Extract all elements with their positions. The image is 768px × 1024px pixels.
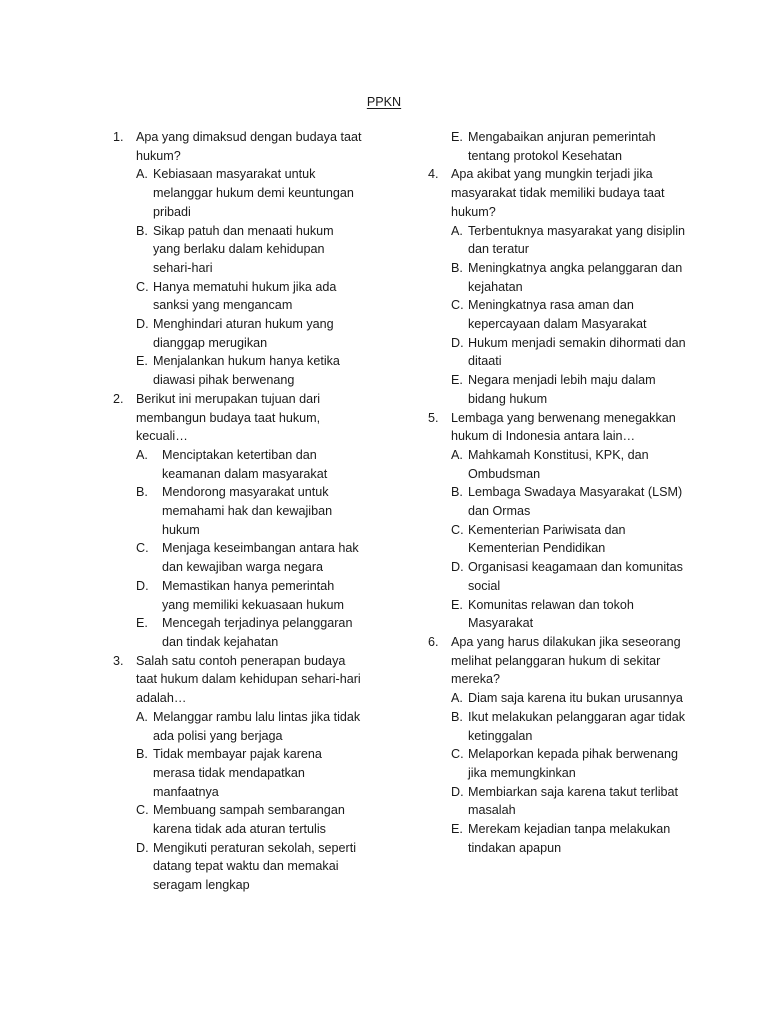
option-letter: B. bbox=[451, 260, 463, 275]
option-text: Tidak membayar pajak karena merasa tidak mendapatkan manfaatnya bbox=[153, 747, 322, 799]
option-c bbox=[136, 539, 363, 576]
option-text: Melanggar rambu lalu lintas jika tidak ada polisi yang berjaga bbox=[153, 709, 361, 743]
question-text: Berikut ini merupakan tujuan dari membangun budaya taat hukum, kecuali… bbox=[136, 391, 321, 444]
option-e bbox=[136, 614, 363, 651]
option-letter: C. bbox=[451, 747, 464, 762]
option-letter: E. bbox=[136, 354, 148, 369]
option-text: Meningkatnya angka pelanggaran dan kejahatan bbox=[468, 260, 683, 294]
option-a bbox=[136, 708, 363, 745]
option-c bbox=[451, 521, 686, 558]
option-letter: D. bbox=[136, 578, 149, 593]
option-text: Hanya mematuhi hukum jika ada sanksi yang mengancam bbox=[153, 279, 337, 313]
options-list bbox=[451, 446, 686, 633]
option-letter: B. bbox=[451, 709, 463, 724]
option-text: Menjaga keseimbangan antara hak dan kewajiban warga negara bbox=[162, 541, 359, 575]
question-5 bbox=[428, 409, 686, 633]
question-number: 4. bbox=[428, 167, 439, 182]
question-text: Apa yang dimaksud dengan budaya taat hukum? bbox=[136, 130, 362, 163]
option-text: Mendorong masyarakat untuk memahami hak dan kewajiban hukum bbox=[162, 485, 333, 537]
option-letter: D. bbox=[136, 840, 149, 855]
option-text: Komunitas relawan dan tokoh Masyarakat bbox=[468, 597, 634, 631]
question-number: 6. bbox=[428, 634, 439, 649]
option-text: Menghindari aturan hukum yang dianggap merugikan bbox=[153, 317, 334, 350]
question-text: Apa yang harus dilakukan jika seseorang melihat pelanggaran hukum di sekitar mereka? bbox=[451, 634, 681, 687]
option-e bbox=[451, 596, 686, 633]
option-letter: B. bbox=[136, 485, 148, 500]
options-list bbox=[136, 446, 363, 652]
options-list bbox=[136, 165, 363, 389]
option-letter: C. bbox=[136, 279, 149, 294]
option-e-continued bbox=[451, 128, 686, 165]
question-3 bbox=[113, 652, 363, 895]
option-letter: C. bbox=[136, 541, 149, 556]
option-letter: B. bbox=[136, 223, 148, 238]
question-number: 3. bbox=[113, 653, 124, 668]
option-text: Mengikuti peraturan sekolah, seperti datang tepat waktu dan memakai seragam lengkap bbox=[153, 840, 357, 893]
question-text: Salah satu contoh penerapan budaya taat hukum dalam kehidupan sehari-hari adalah… bbox=[136, 653, 361, 706]
option-text: Memastikan hanya pemerintah yang memiliki kekuasaan hukum bbox=[162, 578, 344, 612]
option-c bbox=[451, 745, 686, 782]
option-letter: A. bbox=[136, 709, 148, 724]
options-list bbox=[451, 689, 686, 857]
option-letter: B. bbox=[451, 485, 463, 500]
option-letter: A. bbox=[451, 223, 463, 238]
question-6 bbox=[428, 633, 686, 857]
option-letter: E. bbox=[451, 597, 463, 612]
options-list bbox=[451, 222, 686, 409]
option-b bbox=[451, 483, 686, 520]
option-e bbox=[136, 352, 363, 389]
option-c bbox=[451, 296, 686, 333]
option-d bbox=[136, 315, 363, 352]
question-text: Apa akibat yang mungkin terjadi jika masyarakat tidak memiliki budaya taat hukum? bbox=[451, 167, 665, 219]
option-a bbox=[451, 446, 686, 483]
option-a bbox=[451, 689, 686, 708]
option-letter: C. bbox=[451, 522, 464, 537]
options-list bbox=[136, 708, 363, 895]
option-b bbox=[451, 259, 686, 296]
option-letter: E. bbox=[136, 616, 148, 631]
option-letter: E. bbox=[451, 130, 463, 144]
right-column bbox=[428, 128, 686, 857]
question-1 bbox=[113, 128, 363, 390]
option-c bbox=[136, 278, 363, 315]
option-c bbox=[136, 801, 363, 838]
left-column bbox=[113, 128, 363, 895]
option-text: Mengabaikan anjuran pemerintah tentang protokol Kesehatan bbox=[468, 130, 656, 163]
option-b bbox=[136, 222, 363, 278]
option-letter: C. bbox=[451, 298, 464, 313]
option-d bbox=[451, 334, 686, 371]
option-text: Membuang sampah sembarangan karena tidak ada aturan tertulis bbox=[153, 803, 345, 837]
option-letter: A. bbox=[451, 691, 463, 706]
option-text: Membiarkan saja karena takut terlibat masalah bbox=[468, 784, 678, 818]
question-2 bbox=[113, 390, 363, 652]
option-letter: D. bbox=[451, 335, 464, 350]
option-text: Lembaga Swadaya Masyarakat (LSM) dan Ormas bbox=[468, 485, 683, 519]
option-text: Merekam kejadian tanpa melakukan tindakan apapun bbox=[468, 822, 671, 855]
question-text: Lembaga yang berwenang menegakkan hukum di Indonesia antara lain… bbox=[451, 410, 676, 444]
option-text: Mahkamah Konstitusi, KPK, dan Ombudsman bbox=[468, 447, 649, 481]
option-a bbox=[451, 222, 686, 259]
option-d bbox=[136, 577, 363, 614]
option-letter: D. bbox=[136, 317, 149, 332]
option-text: Menjalankan hukum hanya ketika diawasi pihak berwenang bbox=[153, 354, 340, 388]
option-a bbox=[136, 446, 363, 483]
option-text: Diam saja karena itu bukan urusannya bbox=[468, 691, 683, 706]
option-text: Ikut melakukan pelanggaran agar tidak ketinggalan bbox=[468, 709, 686, 743]
option-a bbox=[136, 165, 363, 221]
option-letter: E. bbox=[451, 822, 463, 837]
option-letter: E. bbox=[451, 373, 463, 388]
option-text: Meningkatnya rasa aman dan kepercayaan dalam Masyarakat bbox=[468, 298, 647, 332]
option-text: Kebiasaan masyarakat untuk melanggar hukum demi keuntungan pribadi bbox=[153, 167, 354, 219]
option-letter: B. bbox=[136, 747, 148, 762]
option-text: Sikap patuh dan menaati hukum yang berlaku dalam kehidupan sehari-hari bbox=[153, 223, 334, 275]
option-text: Melaporkan kepada pihak berwenang jika memungkinkan bbox=[468, 747, 679, 780]
option-text: Kementerian Pariwisata dan Kementerian Pendidikan bbox=[468, 522, 626, 556]
question-number: 2. bbox=[113, 391, 124, 406]
option-letter: A. bbox=[451, 447, 463, 462]
option-text: Hukum menjadi semakin dihormati dan ditaati bbox=[468, 335, 686, 369]
option-b bbox=[136, 483, 363, 539]
option-e bbox=[451, 371, 686, 408]
question-4 bbox=[428, 165, 686, 408]
option-e bbox=[451, 820, 686, 857]
page-title: PPKN bbox=[366, 95, 402, 109]
option-d bbox=[136, 839, 363, 895]
option-b bbox=[451, 708, 686, 745]
question-number: 5. bbox=[428, 410, 439, 425]
option-d bbox=[451, 558, 686, 595]
option-text: Organisasi keagamaan dan komunitas social bbox=[468, 560, 683, 593]
option-letter: D. bbox=[451, 560, 464, 575]
question-number: 1. bbox=[113, 130, 124, 144]
option-letter: C. bbox=[136, 803, 149, 818]
option-text: Terbentuknya masyarakat yang disiplin dan teratur bbox=[468, 223, 686, 257]
option-b bbox=[136, 745, 363, 801]
option-text: Menciptakan ketertiban dan keamanan dalam masyarakat bbox=[162, 447, 328, 481]
option-d bbox=[451, 783, 686, 820]
option-letter: D. bbox=[451, 784, 464, 799]
option-text: Mencegah terjadinya pelanggaran dan tindak kejahatan bbox=[162, 616, 353, 649]
option-text: Negara menjadi lebih maju dalam bidang hukum bbox=[468, 373, 656, 406]
option-letter: A. bbox=[136, 167, 148, 182]
option-letter: A. bbox=[136, 447, 148, 462]
